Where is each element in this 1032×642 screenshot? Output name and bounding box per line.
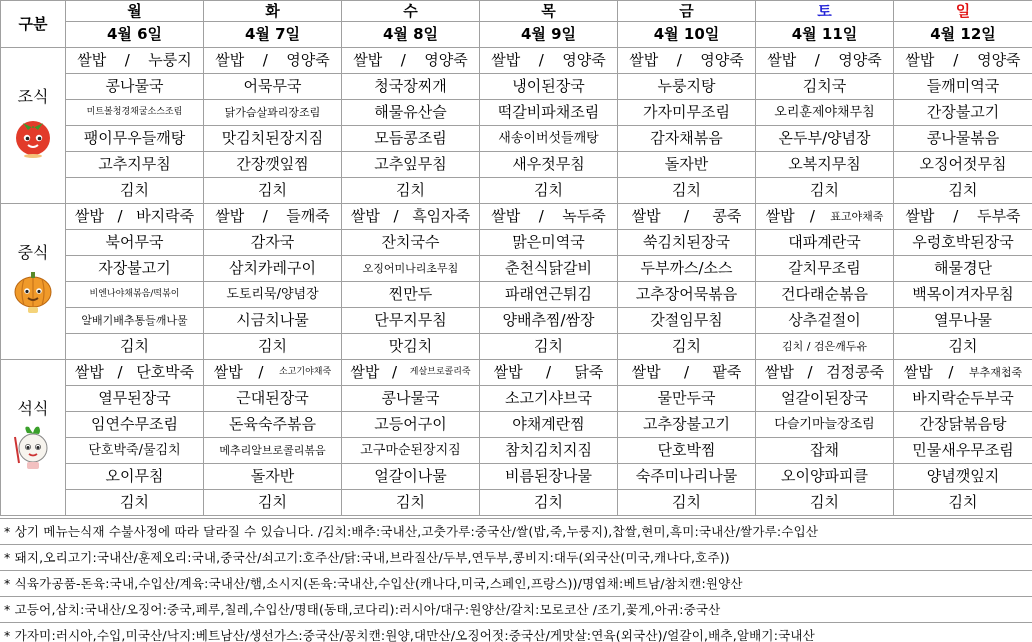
pumpkin-mascot-icon — [9, 267, 57, 318]
menu-item: 양배추찜/쌈장 — [480, 308, 618, 334]
menu-item: 잔치국수 — [342, 230, 480, 256]
menu-item: 갈치무조림 — [756, 256, 894, 282]
menu-row — [1, 256, 1032, 282]
note-line: * 식육가공품-돈육:국내,수입산/계육:국내산/햄,소시지(돈육:국내산,수입산(캐나다,미국,스페인,프랑스))/명엽채:베트남/참치캔:원양산 — [0, 571, 1032, 597]
menu-item: 고추장어묵볶음 — [618, 282, 756, 308]
separator: / — [262, 207, 268, 225]
separator: / — [953, 51, 959, 69]
menu-item: 오복지무침 — [756, 152, 894, 178]
menu-item: 비엔나야채볶음/떡볶이 — [66, 282, 204, 308]
menu-item: 김치 — [894, 178, 1032, 204]
rice-porridge-cell — [756, 48, 894, 74]
menu-item: 찐만두 — [342, 282, 480, 308]
menu-item: 해물유산슬 — [342, 100, 480, 126]
menu-item: 맑은미역국 — [480, 230, 618, 256]
menu-item: 오징어젓무침 — [894, 152, 1032, 178]
menu-item: 오징어미나리초무침 — [342, 256, 480, 282]
menu-item: 새송이버섯들깨탕 — [480, 126, 618, 152]
porridge-item: 단호박죽 — [136, 363, 195, 381]
porridge-item: 들깨죽 — [286, 207, 330, 225]
rice-item: 쌀밥 — [764, 363, 794, 381]
menu-item: 야채계란찜 — [480, 412, 618, 438]
porridge-item: 누룽지 — [148, 51, 192, 69]
rice-item: 쌀밥 — [629, 51, 659, 69]
porridge-item: 영양죽 — [977, 51, 1021, 69]
rice-item: 쌀밥 — [491, 51, 521, 69]
meal-label: 조식 — [17, 87, 49, 106]
rice-porridge-cell — [66, 204, 204, 230]
note-line: * 상기 메뉴는식재 수불사정에 따라 달라질 수 있습니다. /김치:배추:국내산,고춧가루:중국산/쌀(밥,죽,누룽지),찹쌀,현미,흑미:국내산/쌀가루:수입산 — [0, 519, 1032, 545]
porridge-item: 팥죽 — [712, 363, 742, 381]
date-fri: 4월 10일 — [618, 22, 756, 48]
rice-porridge-cell — [894, 360, 1032, 386]
rice-item: 쌀밥 — [631, 363, 661, 381]
menu-item: 비름된장나물 — [480, 464, 618, 490]
menu-item: 김치 — [480, 334, 618, 360]
menu-item: 김치 — [618, 490, 756, 516]
tomato-mascot-icon — [9, 111, 57, 162]
rice-item: 쌀밥 — [765, 207, 795, 225]
rice-porridge-cell — [342, 360, 480, 386]
day-tue: 화 — [204, 1, 342, 22]
separator: / — [117, 363, 123, 381]
menu-item: 민물새우무조림 — [894, 438, 1032, 464]
menu-item: 해물경단 — [894, 256, 1032, 282]
rice-item: 쌀밥 — [353, 51, 383, 69]
menu-item: 단호박죽/물김치 — [66, 438, 204, 464]
porridge-item: 부추재첩죽 — [969, 366, 1023, 379]
separator: / — [538, 207, 544, 225]
menu-row — [1, 412, 1032, 438]
menu-item: 김치 — [204, 178, 342, 204]
menu-item: 숙주미나리나물 — [618, 464, 756, 490]
menu-item: 삼치카레구이 — [204, 256, 342, 282]
meal-label: 석식 — [17, 399, 49, 418]
rice-item: 쌀밥 — [350, 207, 380, 225]
rice-item: 쌀밥 — [903, 363, 933, 381]
menu-item: 김치 — [342, 178, 480, 204]
menu-item: 돌자반 — [204, 464, 342, 490]
menu-item: 백목이겨자무침 — [894, 282, 1032, 308]
menu-row — [1, 178, 1032, 204]
menu-item: 쑥김치된장국 — [618, 230, 756, 256]
menu-row — [1, 334, 1032, 360]
separator: / — [258, 363, 264, 381]
rice-item: 쌀밥 — [493, 363, 523, 381]
menu-item: 상추겉절이 — [756, 308, 894, 334]
menu-item: 돈육숙주볶음 — [204, 412, 342, 438]
menu-item: 팽이무우들깨탕 — [66, 126, 204, 152]
menu-item: 도토리묵/양념장 — [204, 282, 342, 308]
porridge-item: 콩죽 — [712, 207, 742, 225]
menu-row — [1, 100, 1032, 126]
separator: / — [683, 363, 690, 381]
menu-item: 물만두국 — [618, 386, 756, 412]
menu-item: 감자채볶음 — [618, 126, 756, 152]
rice-porridge-cell — [480, 360, 618, 386]
menu-item: 자장불고기 — [66, 256, 204, 282]
meal-body — [1, 48, 1032, 516]
note-line: * 돼지,오리고기:국내산/훈제오리:국내,중국산/쇠고기:호주산/닭:국내,브라질산/두부,연두부,콩비지:대두(외국산(미국,캐나다,호주)) — [0, 545, 1032, 571]
date-header-row — [1, 22, 1032, 48]
separator: / — [545, 363, 552, 381]
menu-item: 온두부/양념장 — [756, 126, 894, 152]
day-mon: 월 — [66, 1, 204, 22]
meal-label-cell — [1, 204, 66, 360]
porridge-item: 영양죽 — [562, 51, 606, 69]
porridge-item: 영양죽 — [286, 51, 330, 69]
rice-porridge-cell — [480, 48, 618, 74]
menu-item: 새우젓무침 — [480, 152, 618, 178]
menu-item: 얼갈이된장국 — [756, 386, 894, 412]
menu-item: 김치 — [480, 490, 618, 516]
rice-porridge-cell — [756, 360, 894, 386]
menu-item: 고추지무침 — [66, 152, 204, 178]
date-thu: 4월 9일 — [480, 22, 618, 48]
menu-item: 갓절임무침 — [618, 308, 756, 334]
rice-item: 쌀밥 — [74, 207, 104, 225]
menu-item: 들깨미역국 — [894, 74, 1032, 100]
menu-item: 시금치나물 — [204, 308, 342, 334]
porridge-item: 영양죽 — [700, 51, 744, 69]
menu-item: 메추리알브로콜리볶음 — [204, 438, 342, 464]
menu-item: 단무지무침 — [342, 308, 480, 334]
date-sat: 4월 11일 — [756, 22, 894, 48]
porridge-item: 닭죽 — [574, 363, 604, 381]
day-sat: 토 — [756, 1, 894, 22]
rice-item: 쌀밥 — [905, 207, 935, 225]
menu-item: 김치 — [894, 334, 1032, 360]
menu-item: 콩나물국 — [66, 74, 204, 100]
separator: / — [262, 51, 268, 69]
separator: / — [814, 51, 820, 69]
menu-item: 김치 — [204, 490, 342, 516]
rice-item: 쌀밥 — [215, 207, 245, 225]
menu-item: 우렁호박된장국 — [894, 230, 1032, 256]
meal-label-cell — [1, 360, 66, 516]
menu-item: 김치 — [894, 490, 1032, 516]
menu-item: 오이양파피클 — [756, 464, 894, 490]
menu-item: 가자미무조림 — [618, 100, 756, 126]
date-wed: 4월 8일 — [342, 22, 480, 48]
menu-item: 고구마순된장지짐 — [342, 438, 480, 464]
porridge-item: 녹두죽 — [562, 207, 606, 225]
separator: / — [393, 207, 399, 225]
separator: / — [392, 363, 398, 381]
day-wed: 수 — [342, 1, 480, 22]
separator: / — [117, 207, 123, 225]
menu-row — [1, 490, 1032, 516]
menu-item: 누룽지탕 — [618, 74, 756, 100]
porridge-item: 게살브로콜리죽 — [409, 367, 471, 377]
menu-item: 김치 — [618, 178, 756, 204]
menu-item: 참치김치지짐 — [480, 438, 618, 464]
menu-item: 김치 — [66, 178, 204, 204]
menu-item: 김치 / 검은깨두유 — [756, 334, 894, 360]
menu-row — [1, 74, 1032, 100]
menu-row — [1, 152, 1032, 178]
separator: / — [948, 363, 954, 381]
menu-item: 김치 — [342, 490, 480, 516]
menu-row — [1, 386, 1032, 412]
day-fri: 금 — [618, 1, 756, 22]
menu-row — [1, 282, 1032, 308]
menu-item: 간장닭볶음탕 — [894, 412, 1032, 438]
rice-porridge-cell — [204, 204, 342, 230]
rice-item: 쌀밥 — [77, 51, 107, 69]
separator: / — [683, 207, 690, 225]
separator: / — [953, 207, 959, 225]
rice-item: 쌀밥 — [213, 363, 243, 381]
menu-item: 근대된장국 — [204, 386, 342, 412]
separator: / — [400, 51, 406, 69]
note-line: * 가자미:러시아,수입,미국산/낙지:베트남산/생선가스:중국산/꽁치캔:원양,대만산/오징어젓:중국산/게맛살:연육(외국산)/얼갈이,배추,알배기:국내산 — [0, 623, 1032, 642]
day-sun: 일 — [894, 1, 1032, 22]
menu-item: 단호박찜 — [618, 438, 756, 464]
meal-label: 중식 — [17, 243, 49, 262]
rice-porridge-cell — [342, 48, 480, 74]
porridge-item: 표고야채죽 — [830, 210, 884, 223]
porridge-item: 검정콩죽 — [826, 363, 885, 381]
meal-label-cell — [1, 48, 66, 204]
menu-item: 오이무침 — [66, 464, 204, 490]
menu-item: 두부까스/소스 — [618, 256, 756, 282]
rice-item: 쌀밥 — [491, 207, 521, 225]
rice-porridge-cell — [756, 204, 894, 230]
menu-item: 고등어구이 — [342, 412, 480, 438]
menu-item: 다슬기마늘장조림 — [756, 412, 894, 438]
menu-item: 김치국 — [756, 74, 894, 100]
menu-item: 돌자반 — [618, 152, 756, 178]
rice-item: 쌀밥 — [350, 363, 380, 381]
rice-porridge-cell — [894, 48, 1032, 74]
menu-row — [1, 204, 1032, 230]
day-thu: 목 — [480, 1, 618, 22]
menu-item: 떡갈비파채조림 — [480, 100, 618, 126]
rice-porridge-cell — [618, 48, 756, 74]
menu-item: 잡채 — [756, 438, 894, 464]
menu-row — [1, 126, 1032, 152]
menu-item: 양념깻잎지 — [894, 464, 1032, 490]
menu-item: 닭가슴살꽈리장조림 — [204, 100, 342, 126]
menu-item: 김치 — [204, 334, 342, 360]
separator: / — [538, 51, 544, 69]
rice-item: 쌀밥 — [631, 207, 661, 225]
menu-item: 김치 — [66, 490, 204, 516]
menu-item: 열무된장국 — [66, 386, 204, 412]
rice-item: 쌀밥 — [74, 363, 104, 381]
rice-porridge-cell — [204, 360, 342, 386]
menu-item: 열무나물 — [894, 308, 1032, 334]
separator: / — [676, 51, 682, 69]
menu-item: 콩나물국 — [342, 386, 480, 412]
menu-item: 북어무국 — [66, 230, 204, 256]
menu-item: 고추장불고기 — [618, 412, 756, 438]
menu-item: 어묵무국 — [204, 74, 342, 100]
rice-item: 쌀밥 — [215, 51, 245, 69]
menu-row — [1, 438, 1032, 464]
rice-item: 쌀밥 — [767, 51, 797, 69]
menu-item: 얼갈이나물 — [342, 464, 480, 490]
menu-item: 간장불고기 — [894, 100, 1032, 126]
menu-item: 모듬콩조림 — [342, 126, 480, 152]
porridge-item: 흑임자죽 — [412, 207, 471, 225]
menu-item: 미트볼청경채굴소스조림 — [66, 100, 204, 126]
rice-item: 쌀밥 — [905, 51, 935, 69]
separator: / — [124, 51, 130, 69]
menu-item: 바지락순두부국 — [894, 386, 1032, 412]
menu-item: 춘천식닭갈비 — [480, 256, 618, 282]
rice-porridge-cell — [480, 204, 618, 230]
porridge-item: 두부죽 — [977, 207, 1021, 225]
menu-item: 소고기샤브국 — [480, 386, 618, 412]
menu-row — [1, 308, 1032, 334]
menu-item: 청국장찌개 — [342, 74, 480, 100]
rice-porridge-cell — [66, 48, 204, 74]
rice-porridge-cell — [894, 204, 1032, 230]
rice-porridge-cell — [618, 204, 756, 230]
porridge-item: 소고기야채죽 — [279, 367, 332, 377]
day-header-row — [1, 1, 1032, 22]
porridge-item: 영양죽 — [838, 51, 882, 69]
menu-item: 맛김치 — [342, 334, 480, 360]
separator: / — [807, 363, 813, 381]
menu-row — [1, 230, 1032, 256]
menu-item: 콩나물볶음 — [894, 126, 1032, 152]
date-tue: 4월 7일 — [204, 22, 342, 48]
rice-porridge-cell — [204, 48, 342, 74]
menu-item: 파래연근튀김 — [480, 282, 618, 308]
menu-item: 냉이된장국 — [480, 74, 618, 100]
date-sun: 4월 12일 — [894, 22, 1032, 48]
separator: / — [809, 207, 815, 225]
menu-item: 대파계란국 — [756, 230, 894, 256]
menu-item: 김치 — [756, 178, 894, 204]
menu-item: 알배기배추통들깨나물 — [66, 308, 204, 334]
menu-item: 임연수무조림 — [66, 412, 204, 438]
radish-mascot-icon — [9, 423, 57, 474]
porridge-item: 바지락죽 — [136, 207, 195, 225]
menu-item: 건다래순볶음 — [756, 282, 894, 308]
menu-item: 김치 — [756, 490, 894, 516]
date-mon: 4월 6일 — [66, 22, 204, 48]
menu-row — [1, 464, 1032, 490]
origin-notes — [0, 518, 1032, 642]
rice-porridge-cell — [342, 204, 480, 230]
menu-item: 김치 — [66, 334, 204, 360]
rice-porridge-cell — [66, 360, 204, 386]
menu-item: 김치 — [618, 334, 756, 360]
menu-item: 간장깻잎찜 — [204, 152, 342, 178]
rice-porridge-cell — [618, 360, 756, 386]
menu-item: 고추잎무침 — [342, 152, 480, 178]
category-header: 구분 — [1, 1, 66, 48]
menu-row — [1, 48, 1032, 74]
menu-item: 김치 — [480, 178, 618, 204]
menu-item: 감자국 — [204, 230, 342, 256]
menu-item: 오리훈제야채무침 — [756, 100, 894, 126]
note-line: * 고등어,삼치:국내산/오징어:중국,페루,칠레,수입산/명태(동태,코다리):러시아/대구:원양산/갈치:모로코산 /조기,꽃게,아귀:중국산 — [0, 597, 1032, 623]
menu-item: 맛김치된장지짐 — [204, 126, 342, 152]
menu-row — [1, 360, 1032, 386]
porridge-item: 영양죽 — [424, 51, 468, 69]
